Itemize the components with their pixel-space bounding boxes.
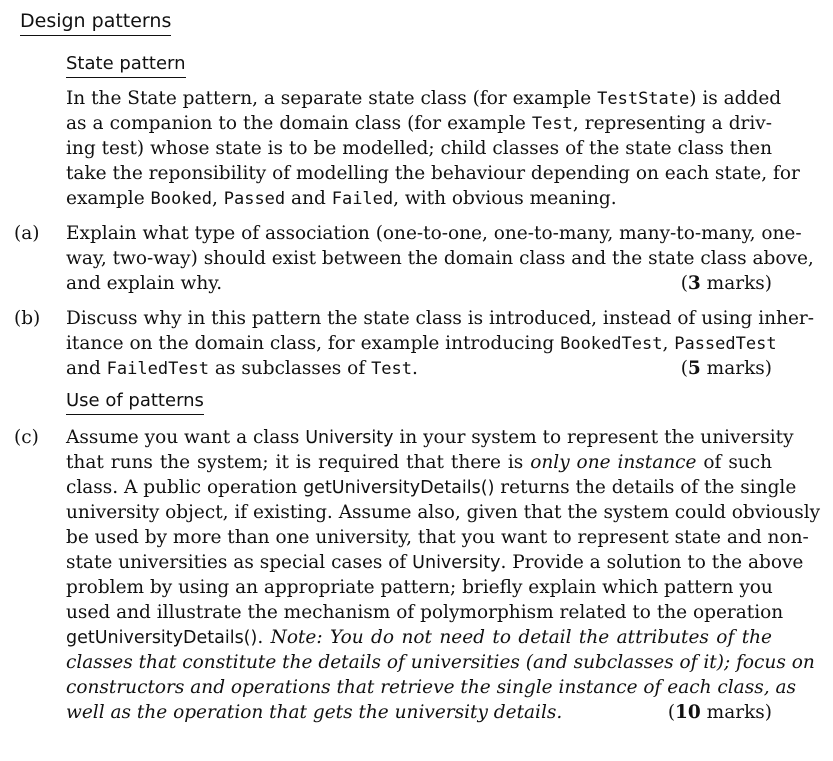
code-test: Test bbox=[371, 359, 413, 379]
state-pattern-intro bbox=[66, 86, 800, 211]
text-run-group bbox=[66, 356, 418, 381]
subsection-title-use-of-patterns: Use of patterns bbox=[66, 389, 204, 415]
operation-getuniversitydetails: getUniversityDetails() bbox=[66, 628, 258, 648]
text-line bbox=[66, 86, 782, 111]
text-run: as subclasses of bbox=[209, 358, 372, 379]
code-failed: Failed bbox=[331, 189, 394, 209]
text-line: university object, if existing. Assume also, given that the system could obviously bbox=[66, 502, 821, 523]
text-run: in your system to represent the university bbox=[393, 427, 794, 448]
code-passed: Passed bbox=[223, 189, 286, 209]
text-line: take the reponsibility of modelling the behaviour depending on each state, for bbox=[66, 163, 800, 184]
question-c-label: (c) bbox=[14, 427, 39, 448]
text-run: and explain why. bbox=[66, 273, 223, 294]
text-line bbox=[66, 271, 772, 296]
text-line: classes that constitute the details of universities (and subclasses of it); focus on bbox=[66, 652, 815, 673]
code-test: Test bbox=[531, 114, 573, 134]
text-run: as a companion to the domain class (for example bbox=[66, 113, 532, 134]
text-line bbox=[66, 475, 797, 500]
text-line: used and illustrate the mechanism of polymorphism related to the operation bbox=[66, 602, 784, 623]
class-university: University bbox=[412, 553, 501, 573]
question-a-text bbox=[66, 221, 814, 296]
text-run: . bbox=[257, 627, 271, 648]
text-run: In the State pattern, a separate state class (for example bbox=[66, 88, 598, 109]
text-run: of such bbox=[696, 452, 773, 473]
question-b-label: (b) bbox=[14, 308, 41, 329]
text-line: Explain what type of association (one-to-one, one-to-many, many-to-many, one- bbox=[66, 223, 802, 244]
question-a-label: (a) bbox=[14, 223, 40, 244]
text-run: , representing a driv- bbox=[572, 113, 772, 134]
note-text: Note: You do not need to detail the attributes of the bbox=[270, 627, 772, 648]
text-line: ing test) whose state is to be modelled; child classes of the state class then bbox=[66, 138, 772, 159]
text-run: ) is added bbox=[689, 88, 782, 109]
emphasis-only-one-instance: only one instance bbox=[530, 452, 697, 473]
text-run: returns the details of the single bbox=[494, 477, 797, 498]
operation-getuniversitydetails: getUniversityDetails() bbox=[303, 478, 495, 498]
text-line bbox=[66, 625, 772, 650]
code-failedtest: FailedTest bbox=[106, 359, 210, 379]
text-line: be used by more than one university, that you want to represent state and non- bbox=[66, 527, 809, 548]
code-teststate: TestState bbox=[597, 89, 690, 109]
text-run: Assume you want a class bbox=[66, 427, 306, 448]
text-run: class. A public operation bbox=[66, 477, 304, 498]
code-bookedtest: BookedTest bbox=[560, 334, 663, 354]
text-run: that runs the system; it is required that there is bbox=[66, 452, 531, 473]
subsection-title-state-pattern: State pattern bbox=[66, 52, 186, 78]
text-run: example bbox=[66, 188, 151, 209]
text-line: way, two-way) should exist between the domain class and the state class above, bbox=[66, 248, 814, 269]
text-line bbox=[66, 450, 772, 475]
code-booked: Booked bbox=[150, 189, 212, 209]
text-line bbox=[66, 700, 772, 725]
text-run: , bbox=[211, 188, 224, 209]
text-line bbox=[66, 425, 794, 450]
question-b-marks: (5 marks) bbox=[680, 358, 772, 379]
class-university: University bbox=[305, 428, 394, 448]
text-line: problem by using an appropriate pattern; briefly explain which pattern you bbox=[66, 577, 773, 598]
text-line: constructors and operations that retrieve the single instance of each class, as bbox=[66, 677, 796, 698]
question-a-marks: (3 marks) bbox=[680, 273, 772, 294]
text-run: and bbox=[285, 188, 332, 209]
text-line bbox=[66, 186, 772, 211]
question-c-text bbox=[66, 425, 821, 725]
code-passedtest: PassedTest bbox=[674, 334, 777, 354]
text-run: . Provide a solution to the above bbox=[500, 552, 804, 573]
question-c-marks: (10 marks) bbox=[667, 702, 772, 723]
text-run: , with obvious meaning. bbox=[393, 188, 617, 209]
text-run: , bbox=[662, 333, 675, 354]
text-line bbox=[66, 356, 772, 381]
section-title: Design patterns bbox=[20, 8, 171, 36]
text-line bbox=[66, 550, 804, 575]
text-run: state universities as special cases of bbox=[66, 552, 413, 573]
question-b-text bbox=[66, 306, 815, 381]
text-run: itance on the domain class, for example introducing bbox=[66, 333, 561, 354]
text-line: Discuss why in this pattern the state class is introduced, instead of using inher- bbox=[66, 308, 815, 329]
text-line bbox=[66, 331, 777, 356]
text-line bbox=[66, 111, 772, 136]
text-run: . bbox=[412, 358, 418, 379]
text-run: well as the operation that gets the university details. bbox=[66, 702, 563, 723]
text-run: and bbox=[66, 358, 107, 379]
